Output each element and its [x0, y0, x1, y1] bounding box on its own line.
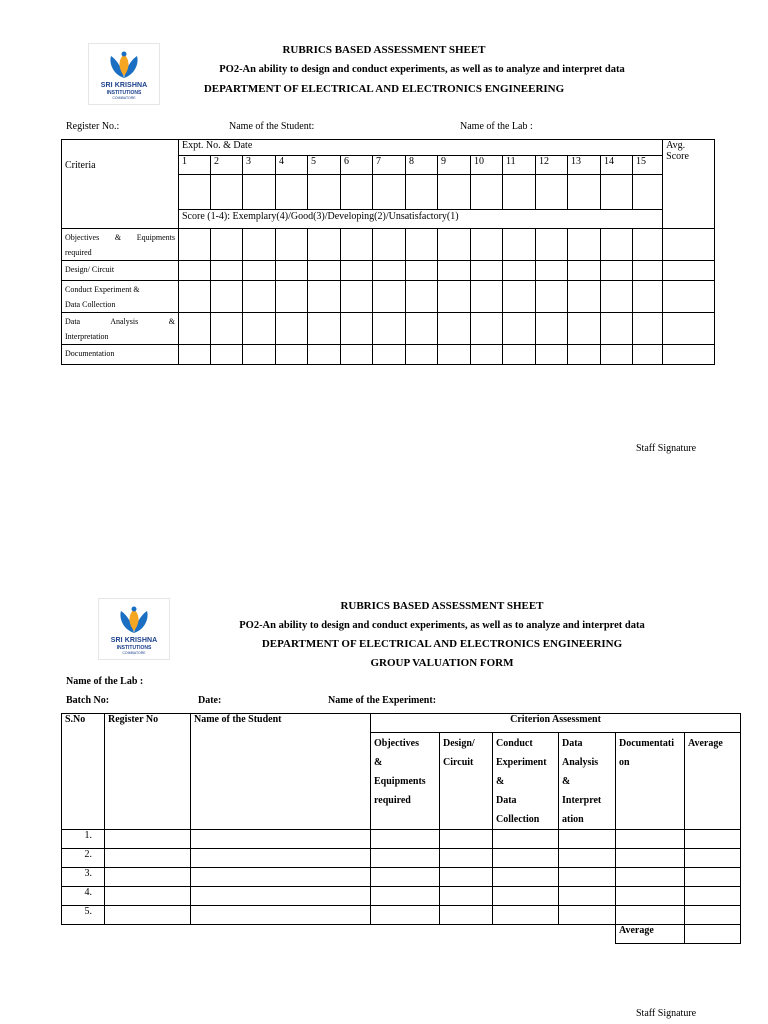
- staff-signature-2: Staff Signature: [636, 1008, 697, 1019]
- sheet2-title: RUBRICS BASED ASSESSMENT SHEET: [340, 600, 544, 612]
- sub-header-objectives: Objectives & Equipments required: [371, 733, 440, 830]
- row-number: 4.: [62, 887, 105, 906]
- criteria-row: [62, 229, 715, 261]
- logo-text-line2: INSTITUTIONS: [106, 90, 142, 96]
- avg-score-header: Avg. Score: [663, 140, 715, 229]
- batch-no-label: Batch No:: [66, 695, 110, 706]
- register-no-label: Register No.:: [66, 121, 120, 132]
- expt-number: 5: [308, 156, 341, 175]
- criteria-label: Conduct Experiment & Data Collection: [62, 281, 179, 313]
- lab-name-label: Name of the Lab :: [460, 121, 533, 132]
- group-valuation-table: [61, 713, 741, 944]
- logo-text-line3: COIMBATORE: [122, 651, 146, 655]
- table-row: [62, 830, 741, 849]
- expt-number: 13: [568, 156, 601, 175]
- row-number: 3.: [62, 868, 105, 887]
- logo-text-line3: COIMBATORE: [112, 96, 136, 100]
- sheet2-subtitle: PO2-An ability to design and conduct experiments, as well as to analyze and interpret data: [239, 620, 645, 631]
- logo-text-line1: SRI KRISHNA: [100, 82, 148, 89]
- logo-text-line2: INSTITUTIONS: [116, 645, 152, 651]
- sheet1-title: RUBRICS BASED ASSESSMENT SHEET: [282, 44, 486, 56]
- expt-number: 14: [601, 156, 633, 175]
- score-scale: Score (1-4): Exemplary(4)/Good(3)/Developing(2)/Unsatisfactory(1): [179, 210, 663, 229]
- expt-number: 3: [243, 156, 276, 175]
- criteria-row: [62, 261, 715, 281]
- expt-number: 12: [536, 156, 568, 175]
- expt-number: 6: [341, 156, 373, 175]
- expt-number: 11: [503, 156, 536, 175]
- staff-signature-1: Staff Signature: [636, 443, 697, 454]
- criteria-header: Criteria: [62, 140, 179, 229]
- table-row: [62, 887, 741, 906]
- student-name-header: Name of the Student: [191, 714, 371, 830]
- expt-number: 2: [211, 156, 243, 175]
- sheet2-department: DEPARTMENT OF ELECTRICAL AND ELECTRONICS ENGINEERING: [261, 638, 623, 650]
- criteria-row: [62, 345, 715, 365]
- expt-number: 1: [179, 156, 211, 175]
- sub-header-conduct: Conduct Experiment & Data Collection: [493, 733, 559, 830]
- expt-number: 4: [276, 156, 308, 175]
- expt-number: 8: [406, 156, 438, 175]
- sno-header: S.No: [62, 714, 105, 830]
- criteria-label: Data Analysis & Interpretation: [62, 313, 179, 345]
- criteria-label: Objectives & Equipments required: [62, 229, 179, 261]
- rubrics-table: [61, 139, 715, 365]
- sub-header-analysis: Data Analysis & Interpret ation: [559, 733, 616, 830]
- expt-number: 9: [438, 156, 471, 175]
- expt-number: 10: [471, 156, 503, 175]
- expt-number: 15: [633, 156, 663, 175]
- sheet1-subtitle: PO2-An ability to design and conduct experiments, as well as to analyze and interpret data: [219, 64, 625, 75]
- experiment-name-label: Name of the Experiment:: [328, 695, 437, 706]
- criteria-label: Documentation: [62, 345, 179, 365]
- criteria-row: [62, 281, 715, 313]
- row-number: 2.: [62, 849, 105, 868]
- row-number: 5.: [62, 906, 105, 925]
- sub-header-average: Average: [685, 733, 741, 830]
- logo-text-line1: SRI KRISHNA: [110, 637, 158, 644]
- sub-header-documentation: Documentati on: [616, 733, 685, 830]
- register-no-header: Register No: [105, 714, 191, 830]
- row-number: 1.: [62, 830, 105, 849]
- student-name-label: Name of the Student:: [229, 121, 315, 132]
- footer-average-value: [685, 925, 741, 944]
- expt-date-header: Expt. No. & Date: [179, 140, 663, 156]
- date-label: Date:: [198, 695, 222, 706]
- footer-average-label: Average: [616, 925, 685, 944]
- table-row: [62, 906, 741, 925]
- group-valuation-title: GROUP VALUATION FORM: [370, 657, 514, 669]
- criteria-row: [62, 313, 715, 345]
- sheet1-department: DEPARTMENT OF ELECTRICAL AND ELECTRONICS ENGINEERING: [203, 83, 565, 95]
- criterion-assessment-header: Criterion Assessment: [371, 714, 741, 733]
- expt-number: 7: [373, 156, 406, 175]
- sub-header-design: Design/ Circuit: [440, 733, 493, 830]
- table-row: [62, 849, 741, 868]
- criteria-label: Design/ Circuit: [62, 261, 179, 281]
- lab-name-label-2: Name of the Lab :: [66, 676, 144, 687]
- table-row: [62, 868, 741, 887]
